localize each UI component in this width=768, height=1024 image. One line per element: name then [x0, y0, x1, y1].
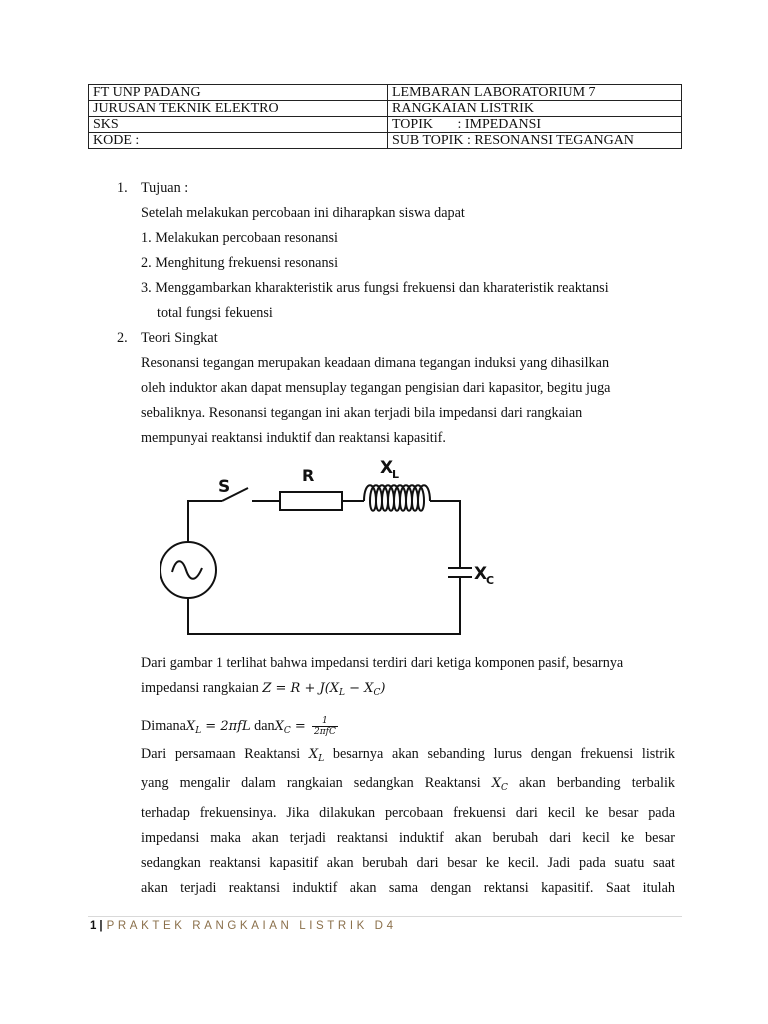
eq-part: =	[290, 719, 310, 734]
dan-text: dan	[254, 718, 275, 734]
eq-part: Z = R + J(X	[262, 681, 340, 696]
paragraph-line	[141, 775, 675, 793]
section-number: 2.	[117, 330, 128, 346]
objective-item: 2. Menghitung frekuensi resonansi	[141, 255, 339, 271]
objective-item: 3. Menggambarkan kharakteristik arus fungsi frekuensi dan kharateristik reaktansi	[141, 280, 609, 296]
xc-equation	[274, 716, 338, 737]
section-title: Tujuan :	[141, 180, 189, 196]
eq-part: X	[274, 719, 284, 734]
eq-part: X	[491, 776, 502, 791]
sine-wave-icon	[172, 561, 202, 579]
xc-fraction	[312, 716, 338, 737]
right-wire	[430, 501, 460, 568]
text-part: besarnya akan sebanding lurus dengan frekuensi listrik	[332, 746, 675, 762]
eq-part: X	[185, 719, 196, 734]
fraction-denominator: 2πfC	[313, 727, 336, 737]
inductor-symbol	[364, 485, 430, 511]
objective-item-continued: total fungsi fekuensi	[157, 305, 273, 321]
fraction-numerator: 1	[312, 716, 338, 727]
resistor-label: R	[302, 466, 315, 485]
paragraph-line: Resonansi tegangan merupakan keadaan dimana tegangan induksi yang dihasilkan	[141, 355, 610, 371]
header-cell: TOPIK : IMPEDANSI	[388, 117, 682, 133]
section-title: Teori Singkat	[141, 330, 218, 346]
resistor-symbol	[280, 492, 342, 510]
inductor-label-sub: L	[392, 468, 400, 481]
xl-symbol	[309, 747, 324, 762]
bottom-wire	[188, 577, 460, 634]
header-table	[88, 84, 682, 149]
paragraph-line: terhadap frekuensinya. Jika dilakukan percobaan frekuensi dari kecil ke besar pada	[141, 805, 675, 821]
header-row	[89, 117, 682, 133]
eq-part: X	[308, 747, 319, 762]
eq-subscript: C	[373, 688, 381, 698]
section-intro: Setelah melakukan percobaan ini diharapkan siswa dapat	[141, 205, 465, 221]
reactance-formula-line	[141, 716, 338, 737]
capacitor-label: X	[474, 564, 488, 584]
footer-text: PRAKTEK RANGKAIAN LISTRIK D4	[106, 920, 397, 932]
capacitor-label-sub: C	[486, 574, 495, 587]
header-cell: LEMBARAN LABORATORIUM 7	[388, 85, 682, 101]
page-footer	[90, 920, 397, 932]
paragraph-line: akan terjadi reaktansi induktif akan sama dengan rektansi kapasitif. Saat itulah	[141, 880, 675, 896]
paragraph-line: sedangkan reaktansi kapasitif akan berubah dari besar ke kecil. Jadi pada suatu saat	[141, 855, 675, 871]
paragraph-line: impedansi maka akan terjadi reaktansi induktif akan berubah dari kecil ke besar	[141, 830, 675, 846]
header-row	[89, 133, 682, 149]
text-part: akan berbanding terbalik	[518, 775, 675, 791]
header-cell: RANGKAIAN LISTRIK	[388, 101, 682, 117]
eq-subscript: C	[501, 783, 508, 793]
section-number: 1.	[117, 180, 128, 196]
left-wire	[188, 501, 222, 542]
header-row	[89, 101, 682, 117]
xc-symbol	[492, 776, 508, 791]
xl-equation	[186, 719, 251, 734]
paragraph-line: Dari gambar 1 terlihat bahwa impedansi terdiri dari ketiga komponen pasif, besarnya	[141, 655, 624, 671]
header-cell: SKS	[89, 117, 388, 133]
eq-subscript: L	[195, 726, 202, 736]
header-cell: SUB TOPIK : RESONANSI TEGANGAN	[388, 133, 682, 149]
impedance-text: impedansi rangkaian	[141, 680, 259, 696]
paragraph-line: oleh induktor akan dapat mensuplay tegangan pengisian dari kapasitor, begitu juga	[141, 380, 611, 396]
footer-divider	[88, 916, 682, 917]
header-cell: JURUSAN TEKNIK ELEKTRO	[89, 101, 388, 117]
eq-subscript: L	[318, 754, 325, 764]
inductor-label: X	[380, 458, 394, 478]
paragraph-line	[141, 746, 675, 764]
paragraph-line: sebaliknya. Resonansi tegangan ini akan terjadi bila impedansi dari rangkaian	[141, 405, 583, 421]
ac-source-icon	[160, 542, 216, 598]
paragraph-line: mempunyai reaktansi induktif dan reaktansi kapasitif.	[141, 430, 446, 446]
impedance-equation	[262, 681, 385, 696]
impedance-line	[141, 680, 385, 698]
objective-item: 1. Melakukan percobaan resonansi	[141, 230, 338, 246]
page-number: 1	[90, 920, 97, 932]
eq-subscript: L	[339, 688, 346, 698]
text-part: Dari persamaan Reaktansi	[141, 746, 301, 762]
header-cell: KODE :	[89, 133, 388, 149]
switch-label: S	[218, 477, 231, 497]
header-cell: FT UNP PADANG	[89, 85, 388, 101]
circuit-diagram	[160, 458, 500, 643]
eq-part: − X	[345, 681, 374, 696]
dimana-text: Dimana	[141, 718, 186, 734]
eq-part: = 2πfL	[201, 719, 251, 734]
footer-separator: |	[99, 920, 103, 932]
eq-subscript: C	[283, 726, 291, 736]
eq-part: )	[380, 681, 386, 696]
header-row	[89, 85, 682, 101]
text-part: yang mengalir dalam rangkaian sedangkan Reaktansi	[141, 775, 481, 791]
